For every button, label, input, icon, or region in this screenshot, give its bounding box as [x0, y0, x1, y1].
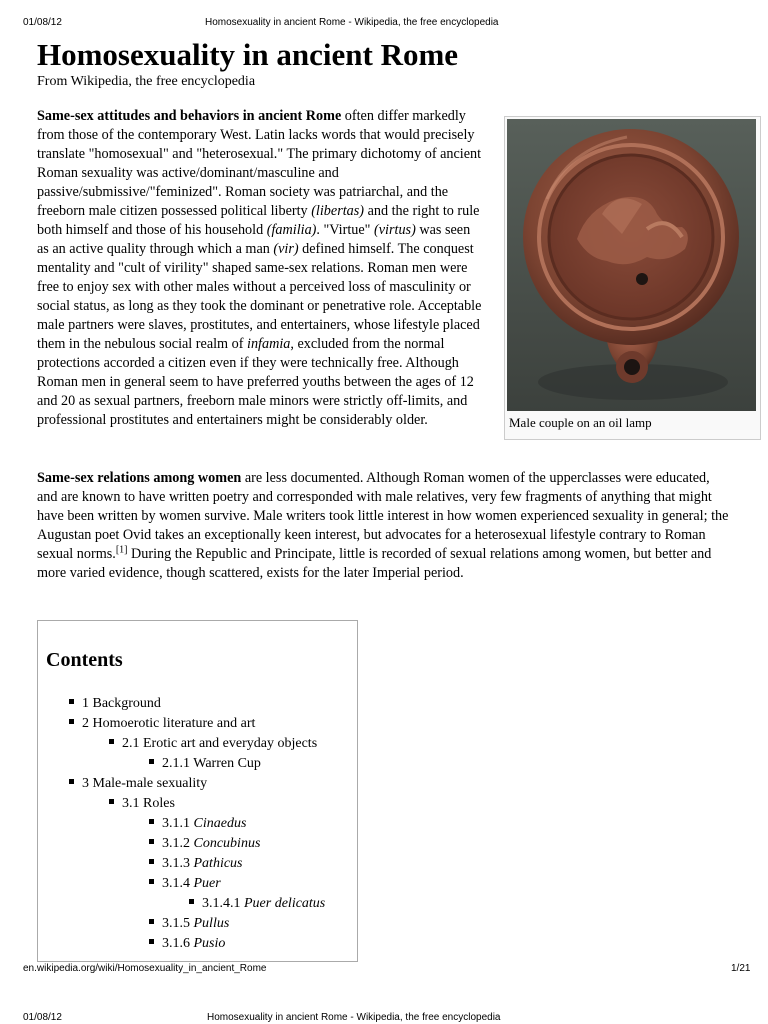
- next-page-header-date: 01/08/12: [23, 1012, 62, 1023]
- print-footer-page: 1/21: [731, 963, 751, 974]
- page-title: Homosexuality in ancient Rome: [37, 37, 459, 72]
- bullet-icon: [109, 739, 114, 744]
- bullet-icon: [149, 919, 154, 924]
- toc-label: Pusio: [193, 936, 226, 951]
- reference-link[interactable]: [1]: [115, 544, 128, 556]
- bullet-icon: [149, 859, 154, 864]
- bullet-icon: [149, 759, 154, 764]
- toc-item[interactable]: [149, 914, 229, 934]
- term-virtus: (virtus): [374, 222, 416, 238]
- term-vir: (vir): [273, 241, 299, 257]
- toc-item[interactable]: [69, 694, 161, 714]
- bullet-icon: [109, 799, 114, 804]
- toc-label: Pullus: [193, 916, 230, 931]
- toc-number: 3: [82, 776, 89, 791]
- toc-label: Homoerotic literature and art: [92, 716, 256, 731]
- image-thumbnail[interactable]: [504, 116, 761, 440]
- page-subtitle: From Wikipedia, the free encyclopedia: [37, 74, 256, 89]
- toc-number: 1: [82, 696, 89, 711]
- toc-item[interactable]: [69, 774, 207, 794]
- toc-number: 3.1.6: [162, 936, 190, 951]
- toc-number: 3.1.3: [162, 856, 190, 871]
- oil-lamp-image[interactable]: [507, 119, 756, 411]
- toc-number: 2: [82, 716, 89, 731]
- toc-label: Cinaedus: [193, 816, 247, 831]
- bullet-icon: [69, 719, 74, 724]
- toc-item[interactable]: [149, 874, 221, 894]
- toc-item[interactable]: [109, 794, 175, 814]
- next-page-header-title: Homosexuality in ancient Rome - Wikipedia, the free encyclopedia: [207, 1012, 501, 1023]
- toc-item[interactable]: [109, 734, 317, 754]
- bullet-icon: [149, 819, 154, 824]
- toc-label: Puer: [193, 876, 221, 891]
- toc-label: Roles: [143, 796, 175, 811]
- bullet-icon: [69, 699, 74, 704]
- toc-label: Puer delicatus: [244, 896, 326, 911]
- table-of-contents: [37, 620, 358, 962]
- term-infamia: infamia: [247, 336, 291, 352]
- toc-label: Erotic art and everyday objects: [143, 736, 318, 751]
- print-footer-url: en.wikipedia.org/wiki/Homosexuality_in_ancient_Rome: [23, 963, 267, 974]
- bullet-icon: [149, 879, 154, 884]
- toc-number: 2.1: [122, 736, 140, 751]
- toc-number: 3.1.2: [162, 836, 190, 851]
- toc-title: Contents: [46, 649, 123, 671]
- toc-label: Background: [92, 696, 161, 711]
- toc-number: 3.1.5: [162, 916, 190, 931]
- toc-number: 3.1.4: [162, 876, 190, 891]
- print-header-title: Homosexuality in ancient Rome - Wikipedia, the free encyclopedia: [205, 17, 499, 28]
- lead-bold: Same-sex attitudes and behaviors in ancient Rome: [37, 108, 342, 124]
- toc-item[interactable]: [149, 814, 246, 834]
- toc-number: 3.1.1: [162, 816, 190, 831]
- term-familia: (familia): [266, 222, 317, 238]
- term-libertas: (libertas): [311, 203, 365, 219]
- women-paragraph: Same-sex relations among women are less documented. Although Roman women of the upperclasses were educated, and are known to have written poetry and corresponded with male relatives, very few fragments of anything that might have been written by women survive. Male writers took little interest in how women experienced sexuality in general; the Augustan poet Ovid takes an exceptionally keen interest, but advocates for a heterosexual lifestyle contrary to Roman sexual norms.[1] During the Republic and Principate, little is recorded of sexual relations among women, but better and more varied evidence, though scattered, exists for the later Imperial period.: [37, 470, 729, 581]
- toc-number: 2.1.1: [162, 756, 190, 771]
- print-header-date: 01/08/12: [23, 17, 62, 28]
- toc-label: Male-male sexuality: [92, 776, 208, 791]
- toc-number: 3.1: [122, 796, 140, 811]
- bullet-icon: [149, 839, 154, 844]
- toc-label: Warren Cup: [193, 756, 261, 771]
- toc-item[interactable]: [149, 754, 261, 774]
- toc-number: 3.1.4.1: [202, 896, 241, 911]
- toc-item[interactable]: [189, 894, 325, 914]
- toc-item[interactable]: [69, 714, 255, 734]
- toc-item[interactable]: [149, 934, 225, 954]
- intro-paragraph: Same-sex attitudes and behaviors in ancient Rome often differ markedly from those of the contemporary West. Latin lacks words that would precisely translate "homosexual" and "heterosexual." The primary dichotomy of ancient Roman sexuality was active/dominant/masculine and passive/submissive/"feminized". Roman society was patriarchal, and the freeborn male citizen possessed political liberty (libertas) and the right to rule both himself and those of his household (familia). "Virtue" (virtus) was seen as an active quality through which a man (vir) defined himself. The conquest mentality and "cult of virility" shaped same-sex relations. Roman men were free to enjoy sex with other males without a perceived loss of masculinity or social status, as long as they took the dominant or penetrative role. Acceptable male partners were slaves, prostitutes, and entertainers, whose lifestyle placed them in the nebulous social realm of infamia, excluded from the normal protections accorded a citizen even if they were technically free. Although Roman men in general seem to have preferred youths between the ages of 12 and 20 as sexual partners, freeborn male minors were strictly off-limits, and professional prostitutes and entertainers might be considerably older.: [37, 108, 482, 428]
- bullet-icon: [189, 899, 194, 904]
- bullet-icon: [69, 779, 74, 784]
- toc-label: Pathicus: [193, 856, 243, 871]
- toc-label: Concubinus: [193, 836, 261, 851]
- toc-item[interactable]: [149, 854, 243, 874]
- lead-bold: Same-sex relations among women: [37, 470, 242, 486]
- toc-item[interactable]: [149, 834, 260, 854]
- image-caption: Male couple on an oil lamp: [509, 415, 652, 430]
- bullet-icon: [149, 939, 154, 944]
